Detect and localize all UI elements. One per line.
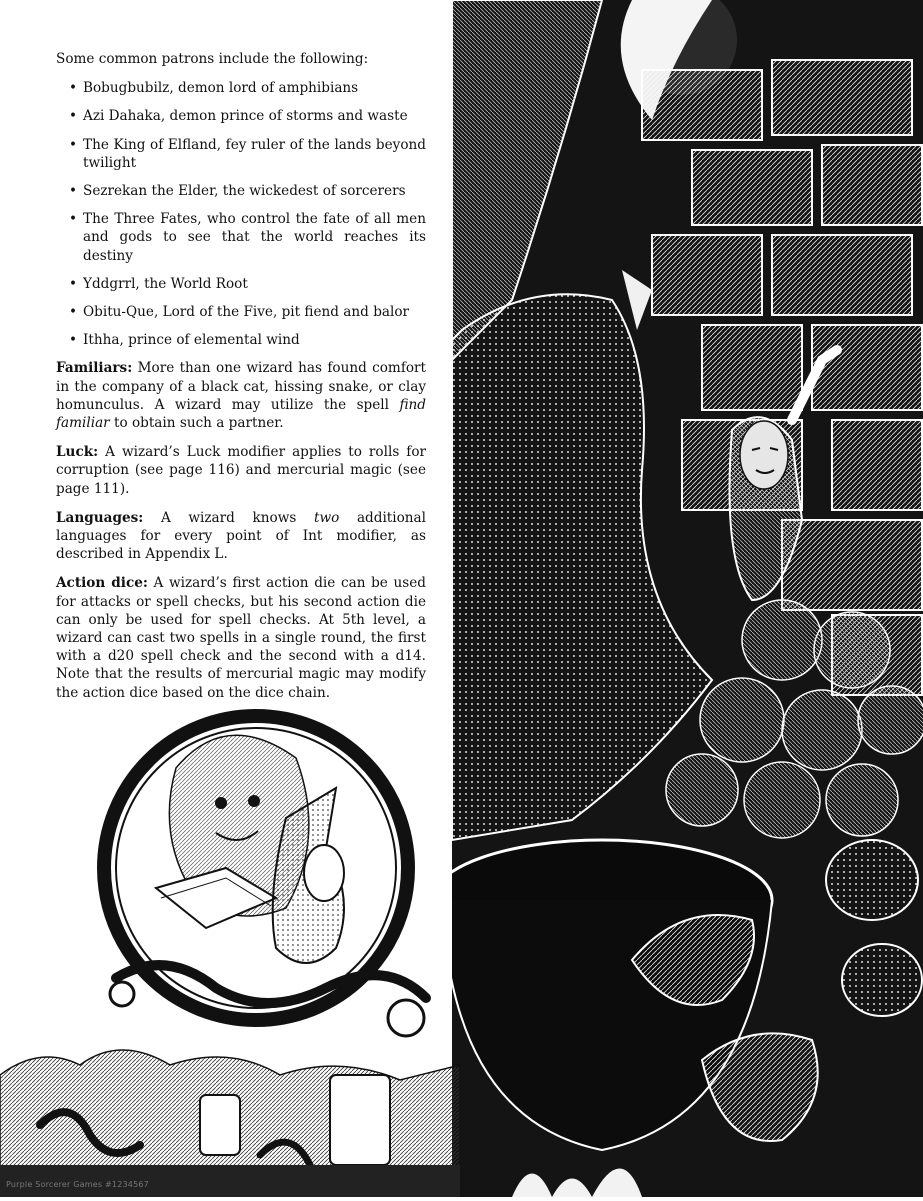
bullet-icon: • [69,332,78,349]
patron-text: The King of Elfland, fey ruler of the lands beyond twilight [83,136,426,171]
luck-paragraph [56,443,426,498]
familiars-text-1: More than one wizard has found comfort in the company of a black cat, hissing snake, or clay homunculus. A wizard may utilize the spell [56,360,426,413]
list-item [56,331,426,349]
patron-text: Obitu-Que, Lord of the Five, pit fiend and balor [83,304,410,321]
credit-watermark: Purple Sorcerer Games #1234567 [6,1180,149,1189]
list-item [56,210,426,265]
languages-paragraph [56,509,426,564]
patrons-intro: Some common patrons include the following: [56,51,369,67]
bullet-icon: • [69,80,78,97]
text-column [56,50,426,713]
bullet-icon: • [69,108,78,125]
luck-heading: Luck: [56,444,99,461]
patron-text: The Three Fates, who control the fate of all men and gods to see that the world reaches its destiny [83,211,426,264]
wizard-cauldron-illustration [452,0,923,1197]
action-dice-heading: Action dice: [56,575,148,592]
list-item [56,79,426,97]
languages-text-1: A wizard knows [143,509,314,526]
bullet-icon: • [69,183,78,200]
demon-mirror-illustration [86,698,446,1043]
action-dice-text: A wizard’s first action die can be used for attacks or spell checks, but his second action die can only be used for spell checks. At 5th level, a wizard can cast two spells in a single round, the first with a d20 spell check and the second with a d14. Note that the results of mercurial magic may modify the action dice based on the dice chain. [56,575,426,701]
right-illustration [452,0,923,1197]
patron-text: Yddgrrl, the World Root [83,275,248,292]
patron-text: Azi Dahaka, demon prince of storms and waste [83,108,408,125]
list-item [56,182,426,200]
action-dice-paragraph [56,574,426,701]
bullet-icon: • [69,211,78,228]
round-illustration [86,698,446,1043]
patron-list [56,79,426,349]
patron-text: Sezrekan the Elder, the wickedest of sorcerers [83,183,406,200]
graveyard-illustration [0,1035,460,1197]
bottom-illustration [0,1035,460,1197]
languages-text-2: additional languages for every point of Int modifier, as described in Appendix L. [56,509,426,563]
bullet-icon: • [69,136,78,153]
list-item [56,136,426,172]
languages-heading: Languages: [56,509,144,526]
bullet-icon: • [69,275,78,292]
familiars-paragraph [56,359,426,432]
languages-emphasis: two [313,509,340,526]
familiars-spell: find familiar [56,396,426,432]
patron-text: Bobugbubilz, demon lord of amphibians [83,80,359,97]
familiars-text-2: to obtain such a partner. [109,415,284,432]
list-item [56,275,426,293]
familiars-heading: Familiars: [56,360,133,377]
luck-text: A wizard’s Luck modifier applies to rolls for corruption (see page 116) and mercurial magic (see page 111). [56,444,426,497]
bullet-icon: • [69,304,78,321]
list-item [56,107,426,125]
list-item [56,303,426,321]
patron-text: Ithha, prince of elemental wind [83,332,300,349]
